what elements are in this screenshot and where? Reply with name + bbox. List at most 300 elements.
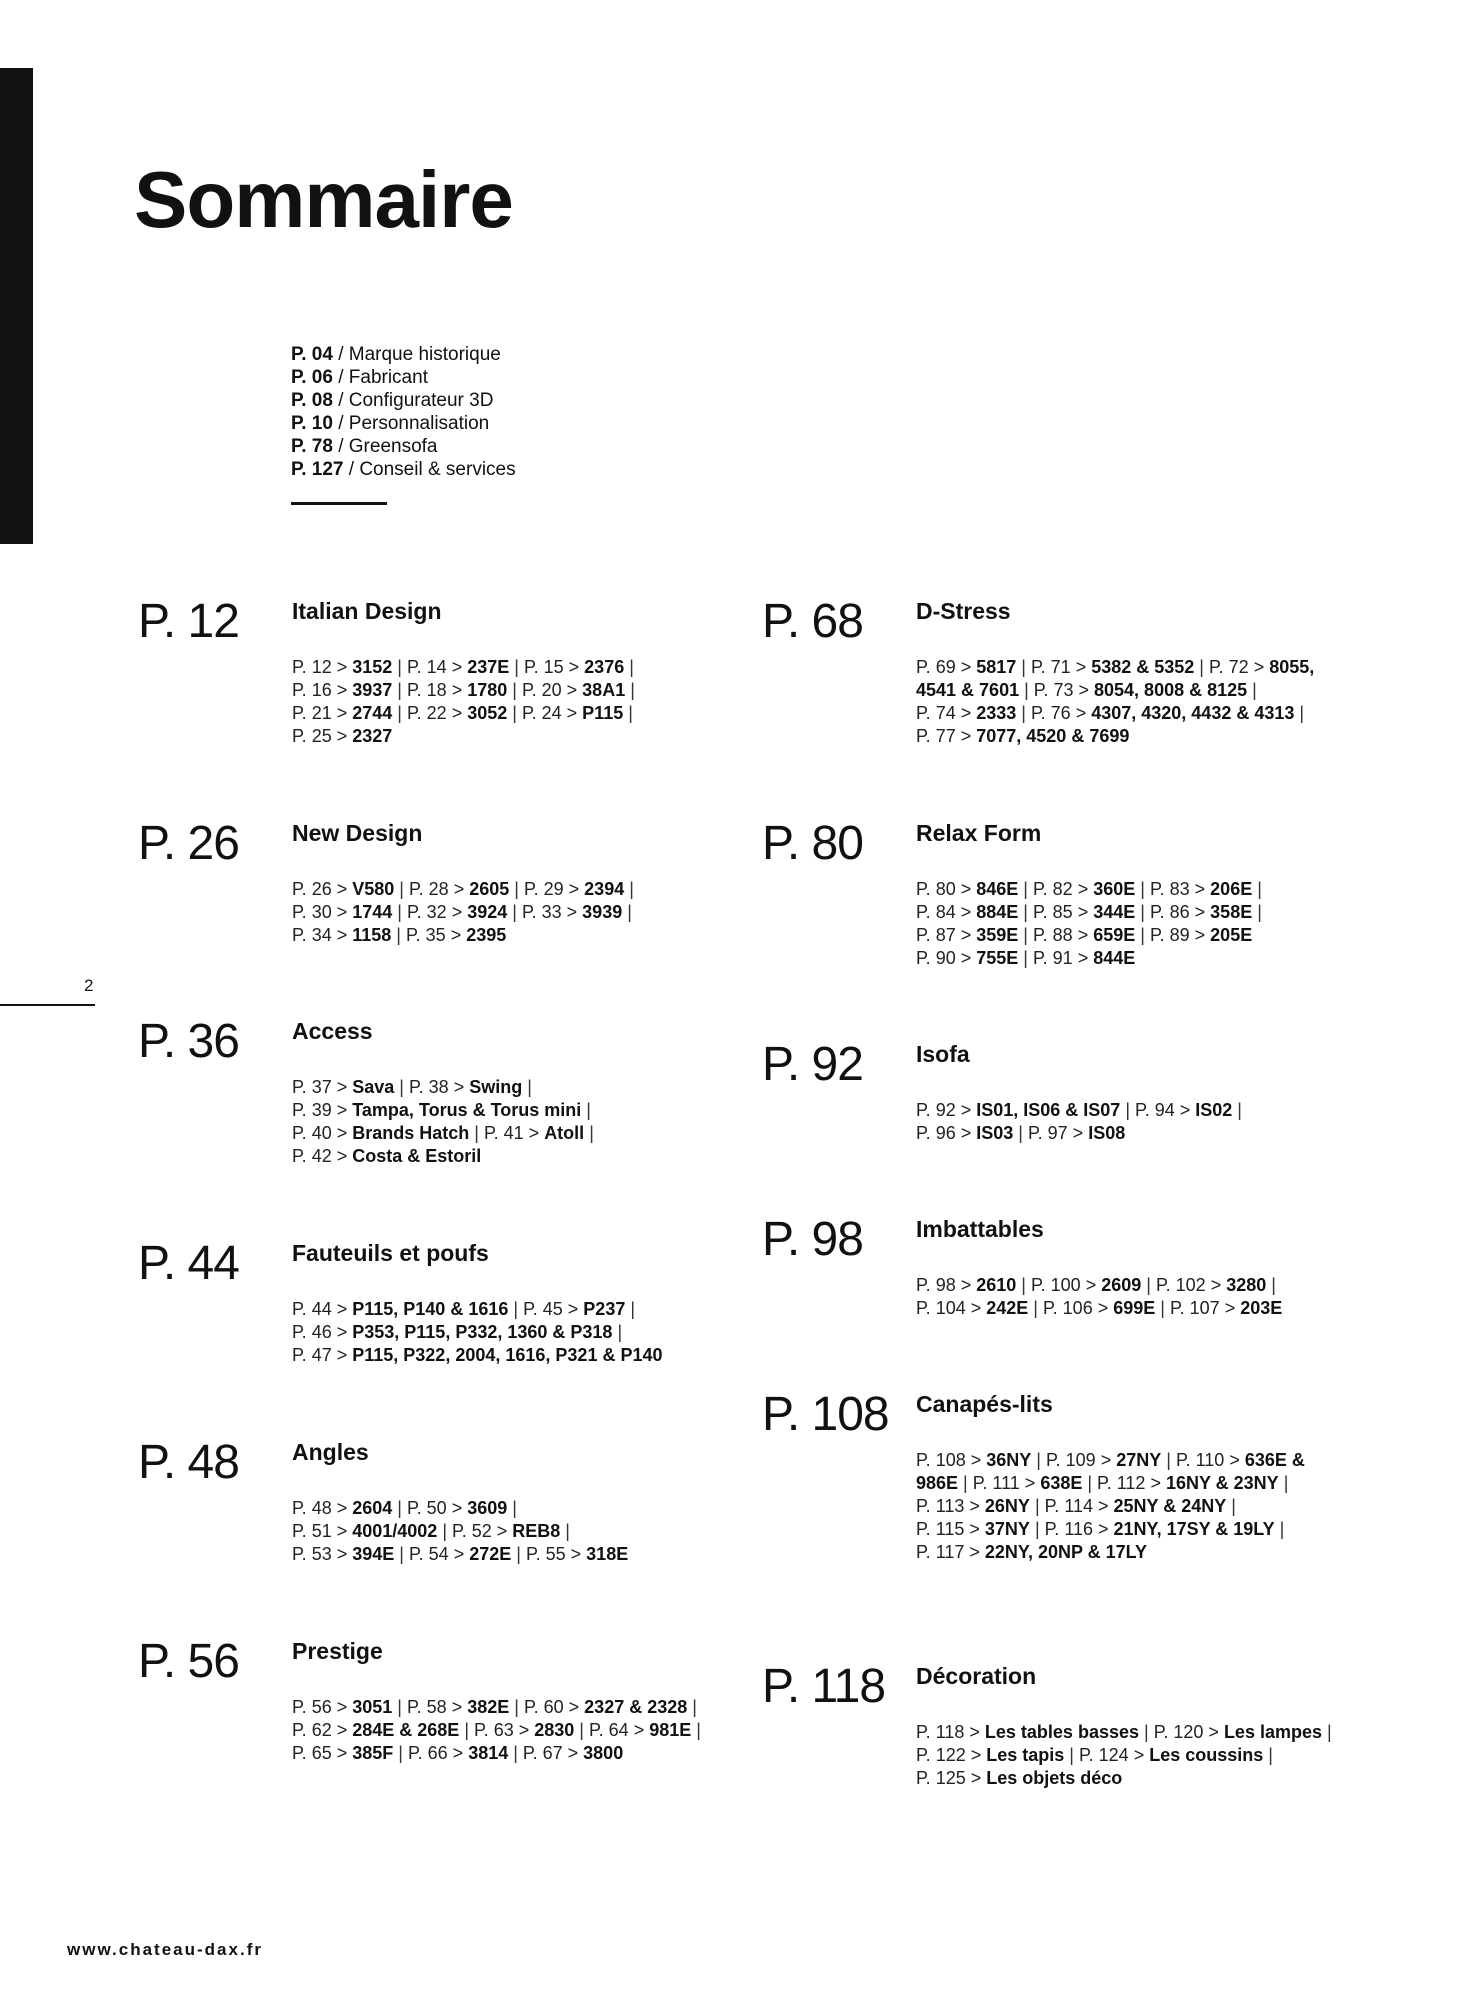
intro-label: Personnalisation <box>348 413 490 434</box>
entry-model: 4001/4002 <box>352 1521 438 1541</box>
entry-page: P. 102 <box>1155 1275 1206 1295</box>
toc-entry[interactable]: P. 97 > IS08 <box>1027 1123 1126 1143</box>
separator: | <box>1023 879 1028 899</box>
separator: | <box>1231 1496 1236 1516</box>
item-line <box>916 901 1336 924</box>
toc-entry[interactable]: P. 28 > 2605 <box>408 879 510 899</box>
entry-page: P. 87 <box>916 925 956 945</box>
separator: | <box>1023 902 1028 922</box>
separator: | <box>464 1720 469 1740</box>
section-page-number: P. 68 <box>762 595 863 648</box>
toc-entry[interactable]: P. 80 > 846E <box>916 879 1019 899</box>
section-items <box>916 878 1336 970</box>
entry-model: 3814 <box>468 1743 509 1763</box>
entry-page: P. 45 <box>523 1299 563 1319</box>
toc-entry[interactable]: P. 51 > 4001/4002 <box>292 1521 438 1541</box>
entry-page: P. 76 <box>1030 703 1071 723</box>
toc-entry[interactable]: P. 44 > P115, P140 & 1616 <box>292 1299 509 1319</box>
toc-entry[interactable]: P. 52 > REB8 <box>452 1521 561 1541</box>
toc-entry[interactable]: P. 115 > 37NY <box>916 1519 1030 1539</box>
entry-page: P. 44 <box>292 1299 332 1319</box>
toc-entry[interactable]: P. 34 > 1158 <box>292 925 392 945</box>
separator: | <box>397 1498 402 1518</box>
entry-model: 36NY <box>986 1450 1032 1470</box>
section-page-number: P. 26 <box>138 817 239 870</box>
toc-entry[interactable]: P. 71 > 5382 & 5352 <box>1030 657 1195 677</box>
toc-entry[interactable]: P. 76 > 4307, 4320, 4432 & 4313 <box>1030 703 1295 723</box>
entry-page: P. 37 <box>292 1077 332 1097</box>
separator: | <box>1257 902 1262 922</box>
entry-model: 5382 & 5352 <box>1091 657 1195 677</box>
entry-model: 38A1 <box>582 680 626 700</box>
entry-page: P. 115 <box>916 1519 965 1539</box>
item-line <box>916 924 1336 947</box>
toc-entry[interactable]: P. 90 > 755E <box>916 948 1019 968</box>
entry-page: P. 48 <box>292 1498 332 1518</box>
intro-label: Marque historique <box>348 344 501 365</box>
toc-entry[interactable]: P. 60 > 2327 & 2328 <box>523 1697 688 1717</box>
entry-page: P. 72 <box>1208 657 1249 677</box>
toc-entry[interactable]: P. 25 > 2327 <box>292 726 393 746</box>
entry-model: 636E & <box>1244 1450 1305 1470</box>
entry-page: P. 111 <box>972 1473 1020 1493</box>
item-line <box>916 947 1336 970</box>
intro-item[interactable]: P. 04 / Marque historique <box>291 344 501 365</box>
toc-entry[interactable]: P. 26 > V580 <box>292 879 395 899</box>
entry-model: Tampa, Torus & Torus mini <box>352 1100 582 1120</box>
separator: | <box>1146 1275 1151 1295</box>
separator: | <box>629 657 634 677</box>
separator: | <box>1237 1100 1242 1120</box>
toc-entry[interactable]: P. 73 > 8054, 8008 & 8125 <box>1033 680 1248 700</box>
separator: | <box>514 657 519 677</box>
entry-model: 284E & 268E <box>352 1720 460 1740</box>
toc-entry[interactable]: P. 53 > 394E <box>292 1544 395 1564</box>
toc-entry[interactable]: P. 29 > 2394 <box>523 879 625 899</box>
item-line <box>916 1449 1336 1472</box>
toc-entry[interactable] <box>916 1473 958 1493</box>
section-title: Canapés-lits <box>916 1391 1053 1417</box>
section-title: Isofa <box>916 1041 970 1067</box>
entry-model: 699E <box>1113 1298 1156 1318</box>
item-line <box>292 1696 712 1719</box>
item-line <box>292 1298 712 1321</box>
separator: | <box>442 1521 448 1541</box>
intro-item[interactable]: P. 10 / Personnalisation <box>291 413 490 434</box>
toc-entry[interactable]: P. 86 > 358E <box>1149 902 1253 922</box>
toc-entry[interactable]: P. 100 > 2609 <box>1030 1275 1142 1295</box>
item-line <box>916 1122 1336 1145</box>
item-line <box>916 1721 1336 1744</box>
separator: | <box>396 925 401 945</box>
toc-entry[interactable]: P. 102 > 3280 <box>1155 1275 1267 1295</box>
entry-page: P. 83 <box>1149 879 1190 899</box>
entry-page: P. 77 <box>916 726 956 746</box>
section-items <box>292 878 712 947</box>
entry-page: P. 21 <box>292 703 332 723</box>
entry-model: 2605 <box>469 879 510 899</box>
separator: | <box>589 1123 594 1143</box>
toc-entry[interactable]: P. 117 > 22NY, 20NP & 17LY <box>916 1542 1148 1562</box>
toc-entry[interactable]: P. 83 > 206E <box>1149 879 1253 899</box>
entry-page: P. 107 <box>1169 1298 1220 1318</box>
entry-page: P. 106 <box>1042 1298 1093 1318</box>
toc-entry[interactable]: P. 42 > Costa & Estoril <box>292 1146 482 1166</box>
toc-entry[interactable]: P. 89 > 205E <box>1149 925 1253 945</box>
entry-page: P. 56 <box>292 1697 332 1717</box>
separator: | <box>516 1544 521 1564</box>
entry-page: P. 52 <box>452 1521 492 1541</box>
entry-page: P. 25 <box>292 726 332 746</box>
intro-divider <box>291 502 387 505</box>
entry-page: P. 33 <box>521 902 562 922</box>
entry-model: 3939 <box>582 902 623 922</box>
entry-page: P. 86 <box>1149 902 1190 922</box>
intro-label: Configurateur 3D <box>348 390 494 411</box>
toc-entry[interactable]: P. 109 > 27NY <box>1045 1450 1162 1470</box>
entry-model: 26NY <box>984 1496 1030 1516</box>
separator: | <box>1024 680 1029 700</box>
separator: | <box>629 879 634 899</box>
entry-model: 25NY & 24NY <box>1113 1496 1227 1516</box>
separator: | <box>1271 1275 1276 1295</box>
entry-model: REB8 <box>512 1521 561 1541</box>
toc-entry[interactable]: P. 48 > 2604 <box>292 1498 393 1518</box>
section-items <box>292 1696 712 1765</box>
toc-entry[interactable]: P. 46 > P353, P115, P332, 1360 & P318 <box>292 1322 613 1342</box>
toc-entry[interactable]: P. 37 > Sava <box>292 1077 395 1097</box>
entry-page: P. 46 <box>292 1322 332 1342</box>
toc-entry[interactable]: P. 108 > 36NY <box>916 1450 1032 1470</box>
entry-page: P. 94 <box>1135 1100 1175 1120</box>
separator: | <box>1033 1298 1038 1318</box>
toc-entry[interactable]: P. 118 > Les tables basses <box>916 1722 1139 1742</box>
intro-item[interactable]: P. 06 / Fabricant <box>291 367 428 388</box>
section-page-number: P. 56 <box>138 1635 239 1688</box>
footer-website-link[interactable]: www.chateau-dax.fr <box>67 1940 263 1959</box>
separator: | <box>527 1077 532 1097</box>
section-page-number: P. 36 <box>138 1015 239 1068</box>
item-line <box>292 1099 712 1122</box>
separator: | <box>692 1697 697 1717</box>
toc-entry[interactable]: P. 65 > 385F <box>292 1743 394 1763</box>
entry-page: P. 39 <box>292 1100 332 1120</box>
section-page-number: P. 80 <box>762 817 863 870</box>
entry-model: 272E <box>469 1544 512 1564</box>
entry-page: P. 114 <box>1044 1496 1094 1516</box>
toc-entry[interactable]: P. 110 > 636E & <box>1175 1450 1305 1470</box>
separator: | <box>963 1473 968 1493</box>
entry-model: P237 <box>583 1299 626 1319</box>
entry-page: P. 20 <box>521 680 562 700</box>
entry-model: IS02 <box>1195 1100 1233 1120</box>
toc-entry[interactable]: P. 18 > 1780 <box>406 680 508 700</box>
separator: | <box>1279 1519 1285 1539</box>
separator: | <box>512 703 517 723</box>
entry-page: P. 42 <box>292 1146 332 1166</box>
toc-entry[interactable]: P. 92 > IS01, IS06 & IS07 <box>916 1100 1121 1120</box>
entry-model: 1158 <box>352 925 392 945</box>
toc-entry[interactable]: P. 62 > 284E & 268E <box>292 1720 460 1740</box>
entry-page: P. 92 <box>916 1100 956 1120</box>
toc-entry[interactable]: P. 55 > 318E <box>525 1544 629 1564</box>
entry-model: 2333 <box>976 703 1017 723</box>
item-line <box>292 1122 712 1145</box>
separator: | <box>1144 1722 1149 1742</box>
toc-entry[interactable]: P. 22 > 3052 <box>406 703 508 723</box>
entry-model: 2327 <box>352 726 393 746</box>
toc-entry[interactable]: P. 69 > 5817 <box>916 657 1017 677</box>
entry-model: 21NY, 17SY & 19LY <box>1113 1519 1275 1539</box>
entry-page: P. 91 <box>1032 948 1073 968</box>
separator: | <box>1199 657 1204 677</box>
entry-model: 8054, 8008 & 8125 <box>1094 680 1248 700</box>
section-items <box>292 656 712 748</box>
separator: | <box>397 657 402 677</box>
separator: | <box>397 703 402 723</box>
toc-entry[interactable]: P. 122 > Les tapis <box>916 1745 1065 1765</box>
entry-page: P. 60 <box>523 1697 564 1717</box>
toc-entry[interactable]: P. 54 > 272E <box>408 1544 512 1564</box>
item-line <box>916 1744 1336 1767</box>
intro-page: P. 04 <box>291 344 333 365</box>
toc-entry[interactable]: P. 98 > 2610 <box>916 1275 1017 1295</box>
toc-entry[interactable]: P. 116 > 21NY, 17SY & 19LY <box>1044 1519 1275 1539</box>
item-line <box>292 1543 712 1566</box>
toc-entry[interactable]: P. 12 > 3152 <box>292 657 393 677</box>
item-line <box>292 1344 712 1367</box>
toc-entry[interactable]: P. 74 > 2333 <box>916 703 1017 723</box>
entry-page: P. 69 <box>916 657 956 677</box>
toc-entry[interactable] <box>916 680 1019 700</box>
section-title: Décoration <box>916 1663 1037 1689</box>
section-items <box>292 1076 712 1168</box>
section-items <box>916 1274 1336 1320</box>
entry-page: P. 15 <box>523 657 564 677</box>
separator: | <box>397 902 402 922</box>
intro-label: Fabricant <box>348 367 428 388</box>
separator: | <box>398 1743 403 1763</box>
intro-item[interactable]: P. 78 / Greensofa <box>291 436 438 457</box>
item-line <box>292 924 712 947</box>
toc-entry[interactable]: P. 67 > 3800 <box>522 1743 624 1763</box>
entry-model: P115 <box>582 703 624 723</box>
entry-page: P. 66 <box>407 1743 448 1763</box>
entry-page: P. 41 <box>483 1123 524 1143</box>
item-line <box>292 1520 712 1543</box>
toc-entry[interactable]: P. 104 > 242E <box>916 1298 1029 1318</box>
toc-entry[interactable]: P. 84 > 884E <box>916 902 1019 922</box>
toc-entry[interactable]: P. 66 > 3814 <box>407 1743 509 1763</box>
toc-entry[interactable]: P. 41 > Atoll <box>483 1123 585 1143</box>
toc-entry[interactable]: P. 58 > 382E <box>406 1697 510 1717</box>
item-line <box>292 1145 712 1168</box>
toc-entry[interactable]: P. 113 > 26NY <box>916 1496 1030 1516</box>
toc-entry[interactable]: P. 14 > 237E <box>406 657 510 677</box>
entry-model: IS08 <box>1088 1123 1126 1143</box>
entry-model: IS03 <box>976 1123 1014 1143</box>
entry-model: 237E <box>467 657 510 677</box>
entry-model: Les coussins <box>1149 1745 1264 1765</box>
entry-page: P. 28 <box>408 879 449 899</box>
toc-entry[interactable]: P. 33 > 3939 <box>521 902 623 922</box>
separator: | <box>512 902 517 922</box>
toc-entry[interactable]: P. 21 > 2744 <box>292 703 393 723</box>
toc-entry[interactable]: P. 125 > Les objets déco <box>916 1768 1123 1788</box>
section-page-number: P. 44 <box>138 1237 239 1290</box>
entry-model: 206E <box>1210 879 1253 899</box>
toc-entry[interactable]: P. 50 > 3609 <box>406 1498 508 1518</box>
entry-model: 2395 <box>466 925 507 945</box>
entry-model: 3152 <box>352 657 393 677</box>
section-page-number: P. 48 <box>138 1436 239 1489</box>
toc-entry[interactable]: P. 15 > 2376 <box>523 657 625 677</box>
separator: | <box>1166 1450 1171 1470</box>
entry-model: 2609 <box>1101 1275 1142 1295</box>
toc-entry[interactable]: P. 24 > P115 <box>521 703 624 723</box>
entry-page: P. 113 <box>916 1496 965 1516</box>
entry-page: P. 63 <box>474 1720 514 1740</box>
toc-entry[interactable]: P. 32 > 3924 <box>406 902 508 922</box>
entry-page: P. 104 <box>916 1298 966 1318</box>
entry-model: 22NY, 20NP & 17LY <box>984 1542 1148 1562</box>
intro-item[interactable]: P. 127 / Conseil & services <box>291 459 516 480</box>
separator: | <box>1018 1123 1023 1143</box>
entry-page: P. 120 <box>1153 1722 1204 1742</box>
toc-entry[interactable]: P. 45 > P237 <box>523 1299 626 1319</box>
separator: | <box>1140 902 1145 922</box>
toc-entry[interactable]: P. 47 > P115, P322, 2004, 1616, P321 & P140 <box>292 1345 663 1365</box>
entry-model: 2327 & 2328 <box>584 1697 688 1717</box>
toc-entry[interactable]: P. 106 > 699E <box>1042 1298 1156 1318</box>
item-line <box>916 725 1336 748</box>
intro-page: P. 08 <box>291 390 333 411</box>
toc-entry[interactable]: P. 35 > 2395 <box>405 925 507 945</box>
entry-model: Les lampes <box>1223 1722 1322 1742</box>
entry-model: 318E <box>586 1544 629 1564</box>
entry-model: 1780 <box>467 680 508 700</box>
separator: | <box>399 1077 404 1097</box>
toc-entry[interactable]: P. 107 > 203E <box>1169 1298 1283 1318</box>
entry-model: 16NY & 23NY <box>1165 1473 1279 1493</box>
item-line <box>292 1719 712 1742</box>
toc-entry[interactable]: P. 30 > 1744 <box>292 902 393 922</box>
section-page-number: P. 12 <box>138 595 239 648</box>
toc-entry[interactable]: P. 85 > 344E <box>1032 902 1136 922</box>
entry-model: 2394 <box>584 879 625 899</box>
entry-model: 8055, <box>1269 657 1315 677</box>
toc-entry[interactable]: P. 120 > Les lampes <box>1153 1722 1322 1742</box>
separator: | <box>1036 1450 1041 1470</box>
entry-page: P. 88 <box>1032 925 1073 945</box>
toc-entry[interactable]: P. 87 > 359E <box>916 925 1019 945</box>
entry-page: P. 18 <box>406 680 447 700</box>
separator: | <box>512 680 517 700</box>
section-items <box>916 1721 1336 1790</box>
section-title: Angles <box>292 1439 369 1465</box>
entry-page: P. 74 <box>916 703 956 723</box>
separator: | <box>1023 925 1028 945</box>
entry-page: P. 22 <box>406 703 447 723</box>
toc-entry[interactable]: P. 39 > Tampa, Torus & Torus mini <box>292 1100 582 1120</box>
item-line <box>292 1497 712 1520</box>
toc-entry[interactable]: P. 88 > 659E <box>1032 925 1136 945</box>
separator: | <box>1034 1496 1040 1516</box>
item-line <box>292 656 712 679</box>
toc-entry[interactable]: P. 112 > 16NY & 23NY <box>1097 1473 1279 1493</box>
entry-page: P. 67 <box>522 1743 563 1763</box>
intro-item[interactable]: P. 08 / Configurateur 3D <box>291 390 494 411</box>
separator: | <box>1125 1100 1131 1120</box>
section-page-number: P. 108 <box>762 1388 889 1441</box>
toc-entry[interactable]: P. 124 > Les coussins <box>1078 1745 1264 1765</box>
entry-page: P. 100 <box>1030 1275 1081 1295</box>
separator: | <box>1327 1722 1332 1742</box>
page-number-rule <box>0 1004 95 1006</box>
entry-page: P. 29 <box>523 879 564 899</box>
section-title: Imbattables <box>916 1216 1044 1242</box>
separator: | <box>1140 879 1145 899</box>
toc-entry[interactable]: P. 82 > 360E <box>1032 879 1136 899</box>
toc-entry[interactable]: P. 111 > 638E <box>972 1473 1083 1493</box>
entry-page: P. 58 <box>406 1697 447 1717</box>
toc-entry[interactable]: P. 77 > 7077, 4520 & 7699 <box>916 726 1130 746</box>
toc-entry[interactable]: P. 96 > IS03 <box>916 1123 1014 1143</box>
toc-entry[interactable]: P. 94 > IS02 <box>1135 1100 1233 1120</box>
entry-page: P. 118 <box>916 1722 965 1742</box>
entry-model: 394E <box>352 1544 395 1564</box>
entry-model: 4541 & 7601 <box>916 680 1020 700</box>
entry-page: P. 64 <box>588 1720 629 1740</box>
toc-entry[interactable]: P. 40 > Brands Hatch <box>292 1123 470 1143</box>
entry-model: 382E <box>467 1697 510 1717</box>
toc-entry[interactable]: P. 72 > 8055, <box>1208 657 1315 677</box>
item-line <box>916 656 1336 679</box>
toc-entry[interactable]: P. 56 > 3051 <box>292 1697 393 1717</box>
section-title: Fauteuils et poufs <box>292 1240 489 1266</box>
intro-page: P. 06 <box>291 367 333 388</box>
page-title: Sommaire <box>134 155 513 244</box>
entry-model: Les tables basses <box>984 1722 1139 1742</box>
entry-page: P. 53 <box>292 1544 332 1564</box>
item-line <box>916 1495 1336 1518</box>
separator: | <box>1021 703 1026 723</box>
entry-page: P. 40 <box>292 1123 332 1143</box>
entry-page: P. 50 <box>406 1498 447 1518</box>
section-title: New Design <box>292 820 423 846</box>
entry-model: 37NY <box>984 1519 1030 1539</box>
toc-entry[interactable]: P. 114 > 25NY & 24NY <box>1044 1496 1227 1516</box>
separator: | <box>1283 1473 1289 1493</box>
toc-entry[interactable]: P. 64 > 981E <box>588 1720 692 1740</box>
section-items <box>292 1497 712 1566</box>
toc-entry[interactable]: P. 63 > 2830 <box>474 1720 575 1740</box>
separator: | <box>1087 1473 1093 1493</box>
toc-entry[interactable]: P. 91 > 844E <box>1032 948 1136 968</box>
separator: | <box>514 879 519 899</box>
toc-entry[interactable]: P. 20 > 38A1 <box>521 680 626 700</box>
entry-model: Atoll <box>544 1123 585 1143</box>
entry-page: P. 117 <box>916 1542 965 1562</box>
item-line <box>292 878 712 901</box>
toc-entry[interactable]: P. 16 > 3937 <box>292 680 393 700</box>
entry-page: P. 96 <box>916 1123 956 1143</box>
entry-page: P. 125 <box>916 1768 966 1788</box>
toc-entry[interactable]: P. 38 > Swing <box>408 1077 523 1097</box>
entry-model: 203E <box>1240 1298 1283 1318</box>
separator: | <box>474 1123 479 1143</box>
item-line <box>916 1297 1336 1320</box>
